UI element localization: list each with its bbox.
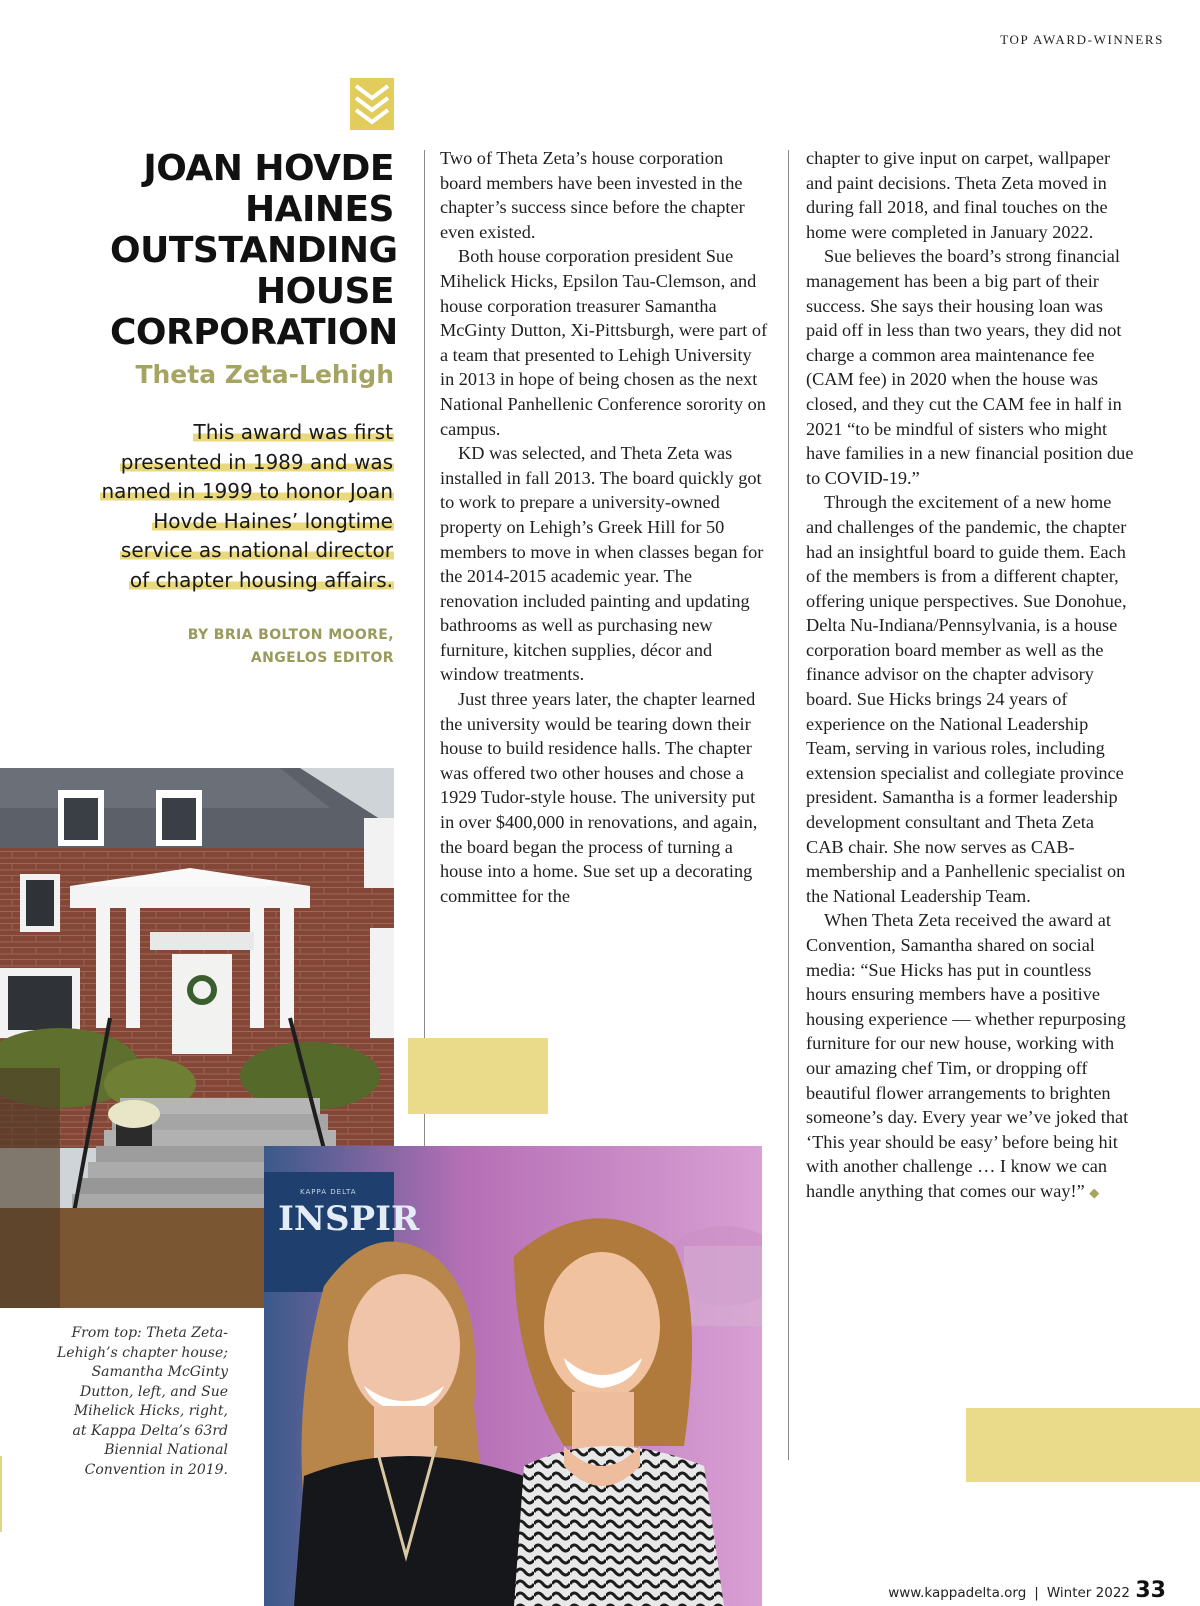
intro-line: presented in 1989 and was [120,449,393,474]
chapter-subhead: Theta Zeta-Lehigh [135,360,394,389]
paragraph: chapter to give input on carpet, wallpaper and paint decisions. Theta Zeta moved in during fall 2018, and final touches on the home were completed in January 2022. [806,148,1111,242]
paragraph: Two of Theta Zeta’s house corporation board members have been invested in the chapter’s success since before the chapter even existed. [440,148,745,242]
column-divider [424,150,425,1180]
headline-line: HAINES [244,189,394,230]
page-number: 33 [1135,1578,1166,1603]
headline-line: JOAN HOVDE [143,148,394,189]
paragraph: Just three years later, the chapter learned the university would be tearing down their house to build residence halls. The chapter was offered two other houses and chose a 1929 Tudor-style house. The university put in over $400,000 in renovations, and again, the board began the process of turning a house into a home. Sue set up a decorating committee for the [440,689,758,906]
footer-separator: | [1034,1585,1039,1601]
headline [110,148,398,353]
accent-block [966,1408,1200,1482]
page-footer [888,1585,1130,1601]
intro-line: named in 1999 to honor Joan [101,479,393,503]
intro-line: Hovde Haines’ longtime [153,508,393,533]
paragraph: KD was selected, and Theta Zeta was installed in fall 2013. The board quickly got to work to prepare a university-owned property on Lehigh’s Greek Hill for 50 members to move in when classes began for the 2014-2015 academic year. The renovation included painting and updating bathrooms as well as purchasing new furniture, kitchen supplies, décor and window treatments. [440,443,764,685]
headline-line: HOUSE [256,271,394,312]
paragraph: Through the excitement of a new home and challenges of the pandemic, the chapter had an insightful board to guide them. Each of the members is from a different chapter, offering unique perspectives. Sue Donohue, Delta Nu-Indiana/Pennsylvania, is a house corporation board member as well as the finance advisor on the chapter advisory board. Sue Hicks brings 24 years of experience on the National Leadership Team, serving in various roles, including extension specialist and collegiate province president. Samantha is a former leadership development consultant and Theta Zeta CAB chair. She now serves as CAB-membership and a Panhellenic specialist on the National Leadership Team. [806,492,1127,906]
intro-line: service as national director [120,538,393,562]
portrait-illustration [264,1146,762,1606]
section-label: TOP AWARD-WINNERS [1000,32,1164,47]
intro-line: This award was first [193,420,393,444]
end-mark-icon: ◆ [1089,1184,1100,1200]
byline-author: BY BRIA BOLTON MOORE, [187,627,394,643]
quote-text: When Theta Zeta received the award at Convention, Samantha shared on social media: “Sue Hicks has put in countless hours ensuring members have a positive housing experience — whether repurposing furniture for our new house, working with our amazing chef Tim, or dropping off beautiful flower arrangements to brighten someone’s day. Every year we’ve joked that ‘This year should be easy’ before being hit with another challenge … I know we can handle anything that comes our way!” [806,910,1129,1201]
body-column-1 [440,146,768,908]
paragraph [806,908,1136,1205]
paragraph: Sue believes the board’s strong financial management has been a big part of their success. She says their housing loan was paid off in less than two years, they did not charge a common area maintenance fee (CAM fee) in 2020 when the house was closed, and they cut the CAM fee in half in 2021 “to be mindful of sisters who might have families in a new financial position due to COVID-19.” [806,246,1134,488]
byline-role: ANGELOS EDITOR [250,650,394,666]
headline-line: CORPORATION [110,312,398,353]
banner-word: INSPIR [278,1199,420,1239]
column-divider [788,150,789,1460]
accent-block [408,1038,548,1114]
paragraph: Both house corporation president Sue Mihelick Hicks, Epsilon Tau-Clemson, and house corporation treasurer Samantha McGinty Dutton, Xi-Pittsburgh, were part of a team that presented to Lehigh University in 2013 in hope of being chosen as the next National Panhellenic Conference sorority on campus. [440,246,768,439]
chevron-icon [350,78,394,130]
intro-line: of chapter housing affairs. [129,567,393,592]
headline-line: OUTSTANDING [110,230,398,271]
website-link[interactable]: www.kappadelta.org [888,1585,1027,1601]
accent-bar [0,1456,2,1532]
byline [150,624,394,670]
convention-portrait-photo [264,1146,762,1606]
body-column-2 [806,146,1136,1206]
award-intro [60,418,394,595]
issue-label: Winter 2022 [1046,1585,1130,1601]
banner-brand: KAPPA DELTA [300,1188,357,1196]
photo-caption: From top: Theta Zeta-Lehigh’s chapter house; Samantha McGinty Dutton, left, and Sue Mihelick Hicks, right, at Kappa Delta’s 63rd Biennial National Convention in 2019. [56,1325,228,1478]
